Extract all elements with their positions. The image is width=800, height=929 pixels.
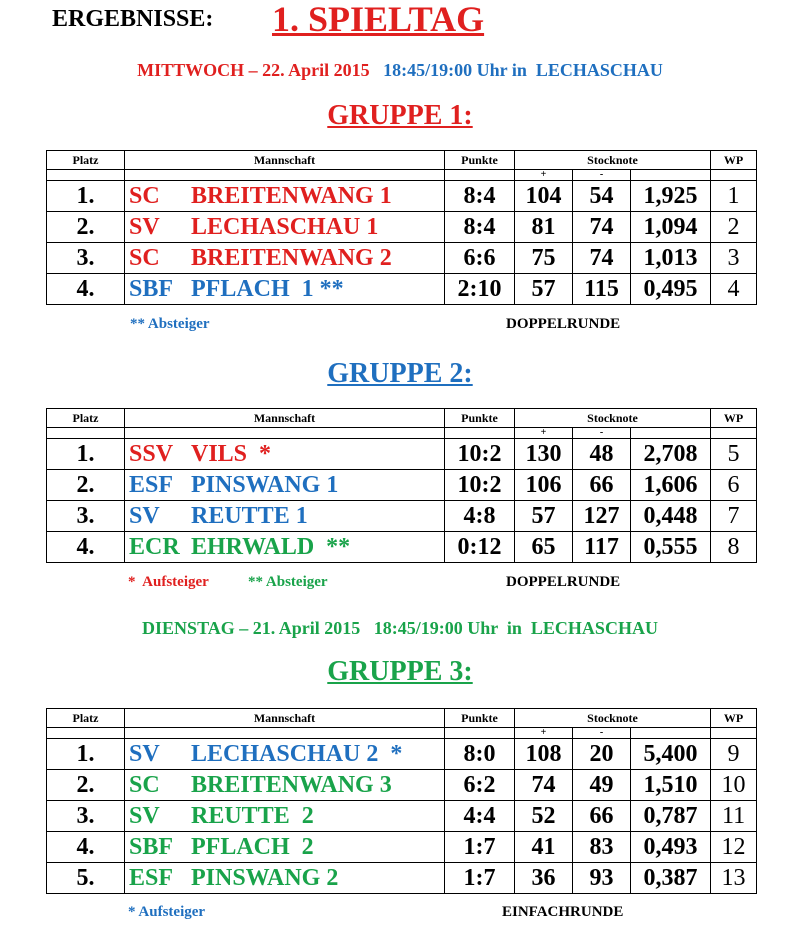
team-name: LECHASCHAU 2 *: [191, 740, 403, 767]
stock-plus-cell: 106: [515, 470, 573, 501]
table-row: [47, 532, 757, 563]
header-spacer: [631, 428, 711, 439]
team-name: BREITENWANG 2: [191, 244, 392, 271]
points-cell: 8:4: [445, 212, 515, 243]
team-cell: [125, 181, 445, 212]
stock-quotient-cell: 0,448: [631, 501, 711, 532]
header-spacer: [631, 170, 711, 181]
group2-title: GRUPPE 2:: [327, 358, 473, 389]
rank-cell: 4.: [47, 532, 125, 563]
stock-plus-cell: 104: [515, 181, 573, 212]
team-cell: [125, 470, 445, 501]
team-name: BREITENWANG 1: [191, 182, 392, 209]
team-cell: [125, 274, 445, 305]
team-name: PFLACH 1 **: [191, 275, 344, 302]
header-mannschaft: Mannschaft: [125, 409, 445, 428]
wp-cell: 3: [711, 243, 757, 274]
header-plus: +: [515, 428, 573, 439]
team-club-type: ESF: [129, 471, 174, 498]
header-spacer: [711, 428, 757, 439]
table-row: [47, 274, 757, 305]
wp-cell: 12: [711, 832, 757, 863]
stock-minus-cell: 83: [573, 832, 631, 863]
stock-minus-cell: 117: [573, 532, 631, 563]
points-cell: 8:4: [445, 181, 515, 212]
stock-minus-cell: 115: [573, 274, 631, 305]
stock-quotient-cell: 0,787: [631, 801, 711, 832]
stock-quotient-cell: 0,555: [631, 532, 711, 563]
table-row: [47, 832, 757, 863]
team-cell: [125, 863, 445, 894]
header-minus: -: [573, 428, 631, 439]
header-plus: +: [515, 170, 573, 181]
stock-quotient-cell: 5,400: [631, 739, 711, 770]
stock-plus-cell: 65: [515, 532, 573, 563]
group2-note-absteiger: ** Absteiger: [248, 574, 328, 590]
stock-minus-cell: 48: [573, 439, 631, 470]
day1-time-place: 18:45/19:00 Uhr in LECHASCHAU: [383, 60, 663, 80]
header-stocknote: Stocknote: [515, 151, 711, 170]
rank-cell: 3.: [47, 801, 125, 832]
team-name: EHRWALD **: [191, 533, 351, 560]
rank-cell: 1.: [47, 181, 125, 212]
stock-quotient-cell: 0,495: [631, 274, 711, 305]
header-wp: WP: [711, 151, 757, 170]
header-mannschaft: Mannschaft: [125, 151, 445, 170]
team-club-type: SC: [129, 182, 160, 209]
team-cell: [125, 770, 445, 801]
group1-table: [46, 150, 757, 305]
table-row: [47, 212, 757, 243]
header-wp: WP: [711, 709, 757, 728]
header-punkte: Punkte: [445, 409, 515, 428]
table-row: [47, 181, 757, 212]
points-cell: 8:0: [445, 739, 515, 770]
rank-cell: 1.: [47, 739, 125, 770]
rank-cell: 1.: [47, 439, 125, 470]
team-name: REUTTE 2: [191, 802, 314, 829]
header-spacer: [47, 728, 125, 739]
day1-date: MITTWOCH – 22. April 2015: [137, 60, 370, 80]
header-punkte: Punkte: [445, 151, 515, 170]
group1-note-runde: DOPPELRUNDE: [506, 316, 621, 332]
stock-plus-cell: 57: [515, 501, 573, 532]
header-stocknote: Stocknote: [515, 409, 711, 428]
team-cell: [125, 739, 445, 770]
rank-cell: 5.: [47, 863, 125, 894]
table-row: [47, 243, 757, 274]
group3-table: [46, 708, 757, 894]
team-club-type: SV: [129, 802, 160, 829]
stock-minus-cell: 74: [573, 243, 631, 274]
stock-quotient-cell: 1,510: [631, 770, 711, 801]
header-spacer: [125, 170, 445, 181]
table-row: [47, 770, 757, 801]
group1-title: GRUPPE 1:: [327, 100, 473, 131]
table-row: [47, 501, 757, 532]
stock-minus-cell: 54: [573, 181, 631, 212]
team-cell: [125, 801, 445, 832]
team-name: BREITENWANG 3: [191, 771, 392, 798]
stock-quotient-cell: 0,493: [631, 832, 711, 863]
stock-minus-cell: 93: [573, 863, 631, 894]
team-club-type: SC: [129, 244, 160, 271]
team-club-type: SSV: [129, 440, 174, 467]
table-row: [47, 863, 757, 894]
header-spacer: [445, 428, 515, 439]
group3-note-aufsteiger: * Aufsteiger: [128, 904, 206, 920]
stock-minus-cell: 20: [573, 739, 631, 770]
rank-cell: 4.: [47, 832, 125, 863]
team-club-type: SBF: [129, 275, 174, 302]
wp-cell: 9: [711, 739, 757, 770]
team-club-type: SV: [129, 213, 160, 240]
header-label: ERGEBNISSE:: [52, 6, 214, 32]
team-name: PFLACH 2: [191, 833, 314, 860]
stock-quotient-cell: 1,606: [631, 470, 711, 501]
table-row: [47, 470, 757, 501]
points-cell: 1:7: [445, 863, 515, 894]
wp-cell: 4: [711, 274, 757, 305]
stock-plus-cell: 75: [515, 243, 573, 274]
stock-minus-cell: 74: [573, 212, 631, 243]
stock-plus-cell: 108: [515, 739, 573, 770]
stock-plus-cell: 52: [515, 801, 573, 832]
group2-table: [46, 408, 757, 563]
header-spacer: [125, 428, 445, 439]
header-minus: -: [573, 170, 631, 181]
header-spacer: [445, 728, 515, 739]
stock-minus-cell: 127: [573, 501, 631, 532]
page-title: 1. SPIELTAG: [272, 0, 485, 39]
group3-title: GRUPPE 3:: [327, 656, 473, 687]
wp-cell: 6: [711, 470, 757, 501]
team-club-type: SV: [129, 502, 160, 529]
stock-minus-cell: 66: [573, 470, 631, 501]
team-name: PINSWANG 2: [191, 864, 339, 891]
team-club-type: SC: [129, 771, 160, 798]
header-wp: WP: [711, 409, 757, 428]
rank-cell: 3.: [47, 243, 125, 274]
points-cell: 4:8: [445, 501, 515, 532]
team-cell: [125, 243, 445, 274]
header-spacer: [631, 728, 711, 739]
stock-quotient-cell: 1,925: [631, 181, 711, 212]
stock-minus-cell: 66: [573, 801, 631, 832]
rank-cell: 2.: [47, 470, 125, 501]
table-row: [47, 801, 757, 832]
stock-minus-cell: 49: [573, 770, 631, 801]
header-spacer: [711, 170, 757, 181]
header-spacer: [711, 728, 757, 739]
header-platz: Platz: [47, 409, 125, 428]
stock-plus-cell: 57: [515, 274, 573, 305]
wp-cell: 13: [711, 863, 757, 894]
team-name: LECHASCHAU 1: [191, 213, 379, 240]
stock-plus-cell: 74: [515, 770, 573, 801]
points-cell: 10:2: [445, 439, 515, 470]
points-cell: 6:2: [445, 770, 515, 801]
group1-note-absteiger: ** Absteiger: [130, 316, 210, 332]
group3-note-runde: EINFACHRUNDE: [502, 904, 624, 920]
table-row: [47, 739, 757, 770]
stock-plus-cell: 36: [515, 863, 573, 894]
table-row: [47, 439, 757, 470]
rank-cell: 2.: [47, 212, 125, 243]
wp-cell: 2: [711, 212, 757, 243]
wp-cell: 8: [711, 532, 757, 563]
header-stocknote: Stocknote: [515, 709, 711, 728]
header-minus: -: [573, 728, 631, 739]
team-club-type: ECR: [129, 533, 180, 560]
stock-quotient-cell: 1,013: [631, 243, 711, 274]
team-cell: [125, 501, 445, 532]
points-cell: 6:6: [445, 243, 515, 274]
rank-cell: 2.: [47, 770, 125, 801]
header-platz: Platz: [47, 151, 125, 170]
team-cell: [125, 439, 445, 470]
points-cell: 10:2: [445, 470, 515, 501]
wp-cell: 11: [711, 801, 757, 832]
team-club-type: SV: [129, 740, 160, 767]
stock-quotient-cell: 1,094: [631, 212, 711, 243]
day2-dateline: DIENSTAG – 21. April 2015 18:45/19:00 Uhr in LECHASCHAU: [142, 618, 658, 638]
group2-note-runde: DOPPELRUNDE: [506, 574, 621, 590]
team-cell: [125, 832, 445, 863]
header-spacer: [445, 170, 515, 181]
wp-cell: 5: [711, 439, 757, 470]
team-name: PINSWANG 1: [191, 471, 339, 498]
team-club-type: ESF: [129, 864, 174, 891]
stock-plus-cell: 41: [515, 832, 573, 863]
rank-cell: 4.: [47, 274, 125, 305]
stock-plus-cell: 81: [515, 212, 573, 243]
points-cell: 4:4: [445, 801, 515, 832]
points-cell: 0:12: [445, 532, 515, 563]
header-mannschaft: Mannschaft: [125, 709, 445, 728]
team-club-type: SBF: [129, 833, 174, 860]
header-spacer: [125, 728, 445, 739]
team-cell: [125, 212, 445, 243]
stock-plus-cell: 130: [515, 439, 573, 470]
day1-dateline: [0, 60, 800, 81]
rank-cell: 3.: [47, 501, 125, 532]
team-name: VILS *: [191, 440, 272, 467]
header-platz: Platz: [47, 709, 125, 728]
stock-quotient-cell: 0,387: [631, 863, 711, 894]
wp-cell: 7: [711, 501, 757, 532]
header-spacer: [47, 428, 125, 439]
header-punkte: Punkte: [445, 709, 515, 728]
points-cell: 1:7: [445, 832, 515, 863]
header-spacer: [47, 170, 125, 181]
team-cell: [125, 532, 445, 563]
wp-cell: 10: [711, 770, 757, 801]
wp-cell: 1: [711, 181, 757, 212]
header-plus: +: [515, 728, 573, 739]
points-cell: 2:10: [445, 274, 515, 305]
group2-note-aufsteiger: * Aufsteiger: [128, 574, 209, 590]
team-name: REUTTE 1: [191, 502, 308, 529]
stock-quotient-cell: 2,708: [631, 439, 711, 470]
